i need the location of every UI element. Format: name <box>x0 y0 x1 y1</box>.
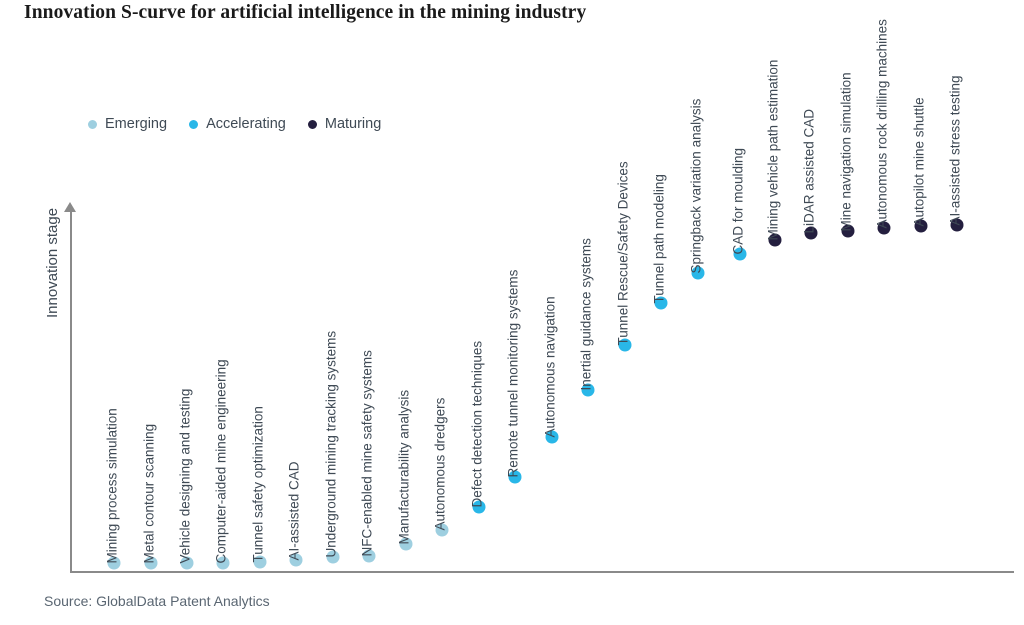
bottom-rule <box>0 619 1024 625</box>
data-point-label: Metal contour scanning <box>141 423 157 564</box>
data-point-label: Mining vehicle path estimation <box>765 59 781 241</box>
data-point-label: Vehicle designing and testing <box>177 388 193 564</box>
legend-label-maturing: Maturing <box>324 116 382 132</box>
data-point-label: Tunnel safety optimization <box>250 406 266 563</box>
data-point-label: Springback variation analysis <box>688 98 704 274</box>
data-point-label: Autonomous navigation <box>542 296 558 438</box>
data-point-label: Remote tunnel monitoring systems <box>505 269 521 478</box>
data-point-label: AI-assisted stress testing <box>947 75 963 226</box>
data-point-label: Tunnel path modeling <box>651 174 667 304</box>
data-point-label: Computer-aided mine engineering <box>213 359 229 564</box>
data-point-label: Mining process simulation <box>104 408 120 564</box>
page-title: Innovation S-curve for artificial intelligence in the mining industry <box>24 2 587 23</box>
data-point-label: Tunnel Rescue/Safety Devices <box>615 161 631 346</box>
data-point-label: Autopilot mine shuttle <box>911 97 927 227</box>
data-point-label: CAD for moulding <box>730 147 746 255</box>
data-point-label: AI-assisted CAD <box>286 461 302 561</box>
data-point-label: Underground mining tracking systems <box>323 330 339 558</box>
legend-label-emerging: Emerging <box>105 116 168 132</box>
data-point-label: Mine navigation simulation <box>838 72 854 232</box>
data-point-label: Autonomous rock drilling machines <box>874 19 890 229</box>
source-note: Source: GlobalData Patent Analytics <box>44 593 270 609</box>
y-axis-label: Innovation stage <box>44 207 61 318</box>
data-point-label: Manufacturability analysis <box>396 389 412 545</box>
data-point-label: LiDAR assisted CAD <box>801 108 817 234</box>
x-axis-line <box>70 571 1014 573</box>
data-point-label: NFC-enabled mine safety systems <box>359 350 375 557</box>
data-point-label: Defect detection techniques <box>469 340 485 508</box>
data-point-label: Autonomous dredgers <box>432 397 448 531</box>
data-point-label: Inertial guidance systems <box>578 238 594 391</box>
y-axis-line <box>70 210 72 572</box>
legend-label-accelerating: Accelerating <box>206 116 286 132</box>
y-axis-arrow-icon <box>64 202 76 212</box>
